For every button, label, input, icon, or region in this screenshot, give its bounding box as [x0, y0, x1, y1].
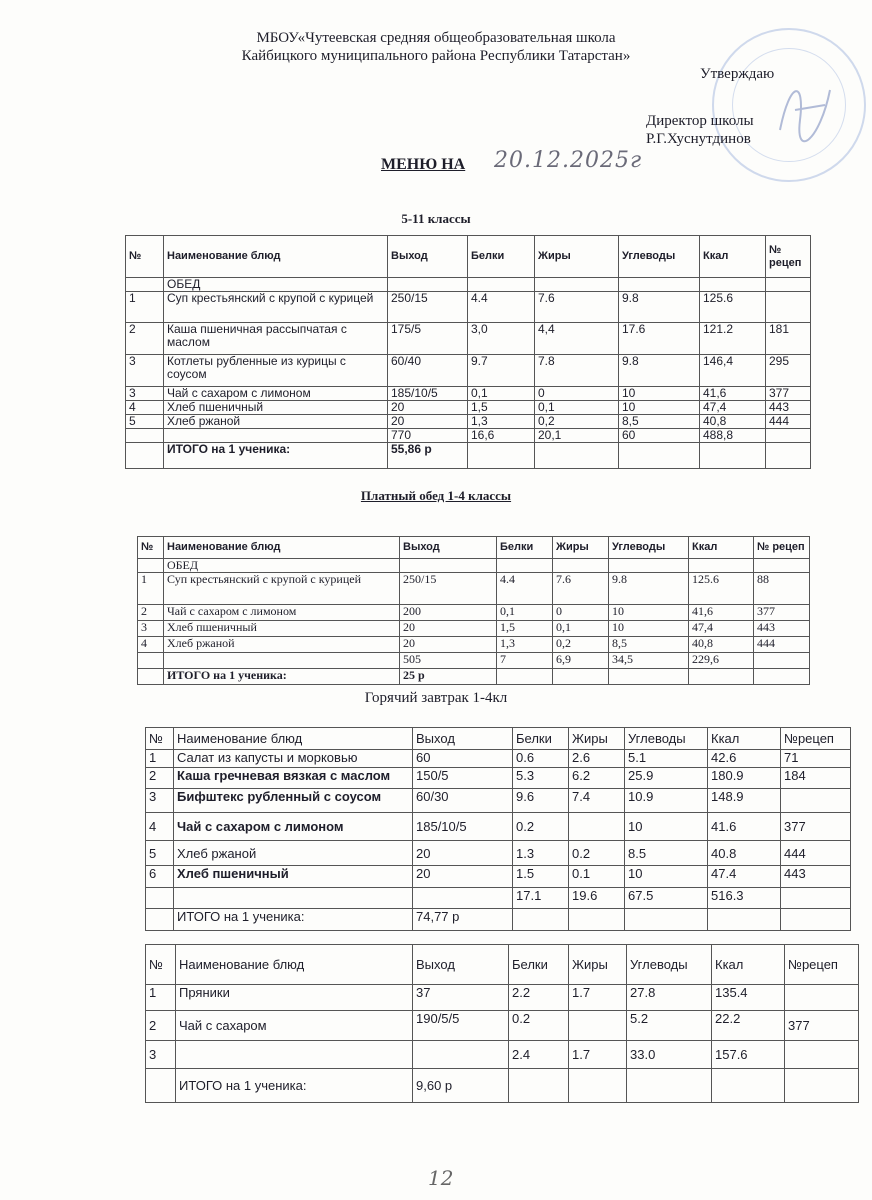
table-row: 2 Чай с сахаром 190/5/5 0.2 5.2 22.2 377 [146, 1011, 859, 1041]
table-row: 3 Чай с сахаром с лимоном 185/10/5 0,1 0 10 41,6 377 [126, 387, 811, 401]
table-row: 4 Хлеб ржаной 20 1,3 0,2 8,5 40,8 444 [138, 637, 810, 653]
itogo-value: 25 р [400, 669, 497, 685]
col-recipe: № рецеп [766, 236, 811, 278]
section-5-11: 5-11 классы [401, 211, 471, 226]
table-row: 2 Каша пшеничная рассыпчатая с маслом 175/5 3,0 4,4 17.6 121.2 181 [126, 323, 811, 355]
menu-table-hot-breakfast: № Наименование блюд Выход Белки Жиры Углеводы Ккал №рецеп 1 Салат из капусты и морковью 60 0.6 2.6 5.1 42.6 71 2 Каша гречневая вязкая с маслом 150/5 5.3 6.2 25.9 180.9 184 3 Бифштекс рубленный с соусом 60/30 9.6 7.4 10.9 148.9 4 Чай с сахаром с лимоном 185/10/5 0.2 10 41.6 377 5 Хлеб ржаной 20 1.3 0.2 8.5 40.8 444 6 Хлеб пшеничный 20 1.5 0.1 10 47.4 443 17.1 19.6 67.5 516.3 ИТОГО на 1 ученика: 74,77 р [145, 727, 851, 931]
itogo-value: 55,86 р [388, 443, 468, 469]
menu-date: 20.12.2025г [494, 148, 643, 173]
group-label: ОБЕД [164, 278, 388, 292]
col-yield: Выход [388, 236, 468, 278]
approve-label: Утверждаю [700, 66, 775, 82]
table-row: 2 Чай с сахаром с лимоном 200 0,1 0 10 41,6 377 [138, 605, 810, 621]
table-row: 5 Хлеб ржаной 20 1,3 0,2 8,5 40,8 444 [126, 415, 811, 429]
itogo-row [146, 1069, 859, 1103]
menu-table-paid-lunch: № Наименование блюд Выход Белки Жиры Углеводы Ккал № рецеп ОБЕД 1 Суп крестьянский с крупой с курицей 250/15 4.4 7.6 9.8 125.6 88 2 Чай с сахаром с лимоном 200 0,1 0 10 41,6 377 3 Хлеб пшеничный 20 1,5 0,1 10 47,4 443 4 Хлеб ржаной 20 1,3 0,2 8,5 40,8 444 505 7 6,9 34,5 229,6 ИТОГО на 1 ученика: 25 р [137, 536, 810, 685]
table-row: 6 Хлеб пшеничный 20 1.5 0.1 10 47.4 443 [146, 866, 851, 888]
table-row: 3 Хлеб пшеничный 20 1,5 0,1 10 47,4 443 [138, 621, 810, 637]
table-row: 4 Чай с сахаром с лимоном 185/10/5 0.2 10 41.6 377 [146, 813, 851, 841]
totals-row: 17.1 19.6 67.5 516.3 [146, 888, 851, 909]
director-signature [770, 70, 840, 150]
table-row: 2 Каша гречневая вязкая с маслом 150/5 5.3 6.2 25.9 180.9 184 [146, 768, 851, 789]
table-row: 3 2.4 1.7 33.0 157.6 [146, 1041, 859, 1069]
itogo-label: ИТОГО на 1 ученика: [164, 669, 400, 685]
table-row: 3 Бифштекс рубленный с соусом 60/30 9.6 7.4 10.9 148.9 [146, 789, 851, 813]
menu-title: МЕНЮ НА [381, 156, 466, 173]
itogo-value: 9,60 р [413, 1069, 509, 1103]
col-name: Наименование блюд [164, 236, 388, 278]
col-num: № [126, 236, 164, 278]
table-row: 4 Хлеб пшеничный 20 1,5 0,1 10 47,4 443 [126, 401, 811, 415]
itogo-label: ИТОГО на 1 ученика: [176, 1069, 413, 1103]
table-row: 1 Суп крестьянский с крупой с курицей 250/15 4.4 7.6 9.8 125.6 88 [138, 573, 810, 605]
itogo-row [146, 909, 851, 931]
col-carbs: Углеводы [619, 236, 700, 278]
col-kcal: Ккал [700, 236, 766, 278]
table-row: 5 Хлеб ржаной 20 1.3 0.2 8.5 40.8 444 [146, 841, 851, 866]
section-paid-lunch: Платный обед 1-4 классы [360, 488, 512, 503]
table-row: 3 Котлеты рубленные из курицы с соусом 60/40 9.7 7.8 9.8 146,4 295 [126, 355, 811, 387]
totals-row: 770 16,6 20,1 60 488,8 [126, 429, 811, 443]
menu-table-5-11 [125, 235, 811, 469]
director-title: Директор школы [646, 113, 754, 129]
page-number: 12 [428, 1166, 454, 1190]
itogo-row [138, 669, 810, 685]
group-label: ОБЕД [164, 559, 400, 573]
table-row: 1 Суп крестьянский с крупой с курицей 250/15 4.4 7.6 9.8 125.6 [126, 292, 811, 323]
itogo-row [126, 443, 811, 469]
itogo-value: 74,77 р [413, 909, 513, 931]
col-fat: Жиры [535, 236, 619, 278]
table-row: 1 Пряники 37 2.2 1.7 27.8 135.4 [146, 985, 859, 1011]
menu-table-snack: № Наименование блюд Выход Белки Жиры Углеводы Ккал №рецеп 1 Пряники 37 2.2 1.7 27.8 135.4 2 Чай с сахаром 190/5/5 0.2 5.2 22.2 377 3 2.4 1.7 33.0 157.6 ИТОГО на 1 ученика: 9,60 р [145, 944, 859, 1103]
col-protein: Белки [468, 236, 535, 278]
totals-row: 505 7 6,9 34,5 229,6 [138, 653, 810, 669]
org-line-1: МБОУ«Чутеевская средняя общеобразовательная школа [256, 30, 616, 46]
itogo-label: ИТОГО на 1 ученика: [174, 909, 413, 931]
org-line-2: Кайбицкого муниципального района Республики Татарстан» [241, 48, 631, 64]
table-row: 1 Салат из капусты и морковью 60 0.6 2.6 5.1 42.6 71 [146, 750, 851, 768]
itogo-label: ИТОГО на 1 ученика: [164, 443, 388, 469]
section-hot-breakfast: Горячий завтрак 1-4кл [364, 690, 508, 706]
director-name: Р.Г.Хуснутдинов [646, 131, 751, 147]
